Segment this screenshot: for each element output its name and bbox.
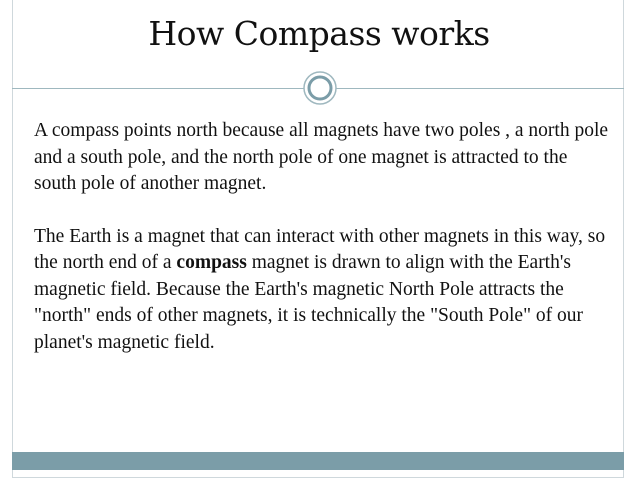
paragraph-2-end: magnet is drawn to align with the Earth's magnetic field. Because the Earth's magnetic North Pole attracts the "north" ends of other magnets, it is technically the "South Pole" of our planet's magnetic field.: [34, 252, 584, 353]
paragraph-2-start: The Earth is a magnet that can interact with other magnets in this way, so the north end of a: [34, 225, 606, 273]
paragraph-1: A compass points north because all magnets have two poles , a north pole and a south pole, and the north pole of one magnet is attracted to the south pole of another magnet.: [34, 120, 609, 194]
paragraph-2: [34, 224, 614, 357]
footer-bar: [12, 452, 624, 470]
slide-body: [34, 118, 614, 356]
paragraph-2-bold: compass: [176, 252, 247, 273]
slide-title: How Compass works: [148, 14, 490, 53]
circle-ornament-icon: [303, 71, 337, 105]
